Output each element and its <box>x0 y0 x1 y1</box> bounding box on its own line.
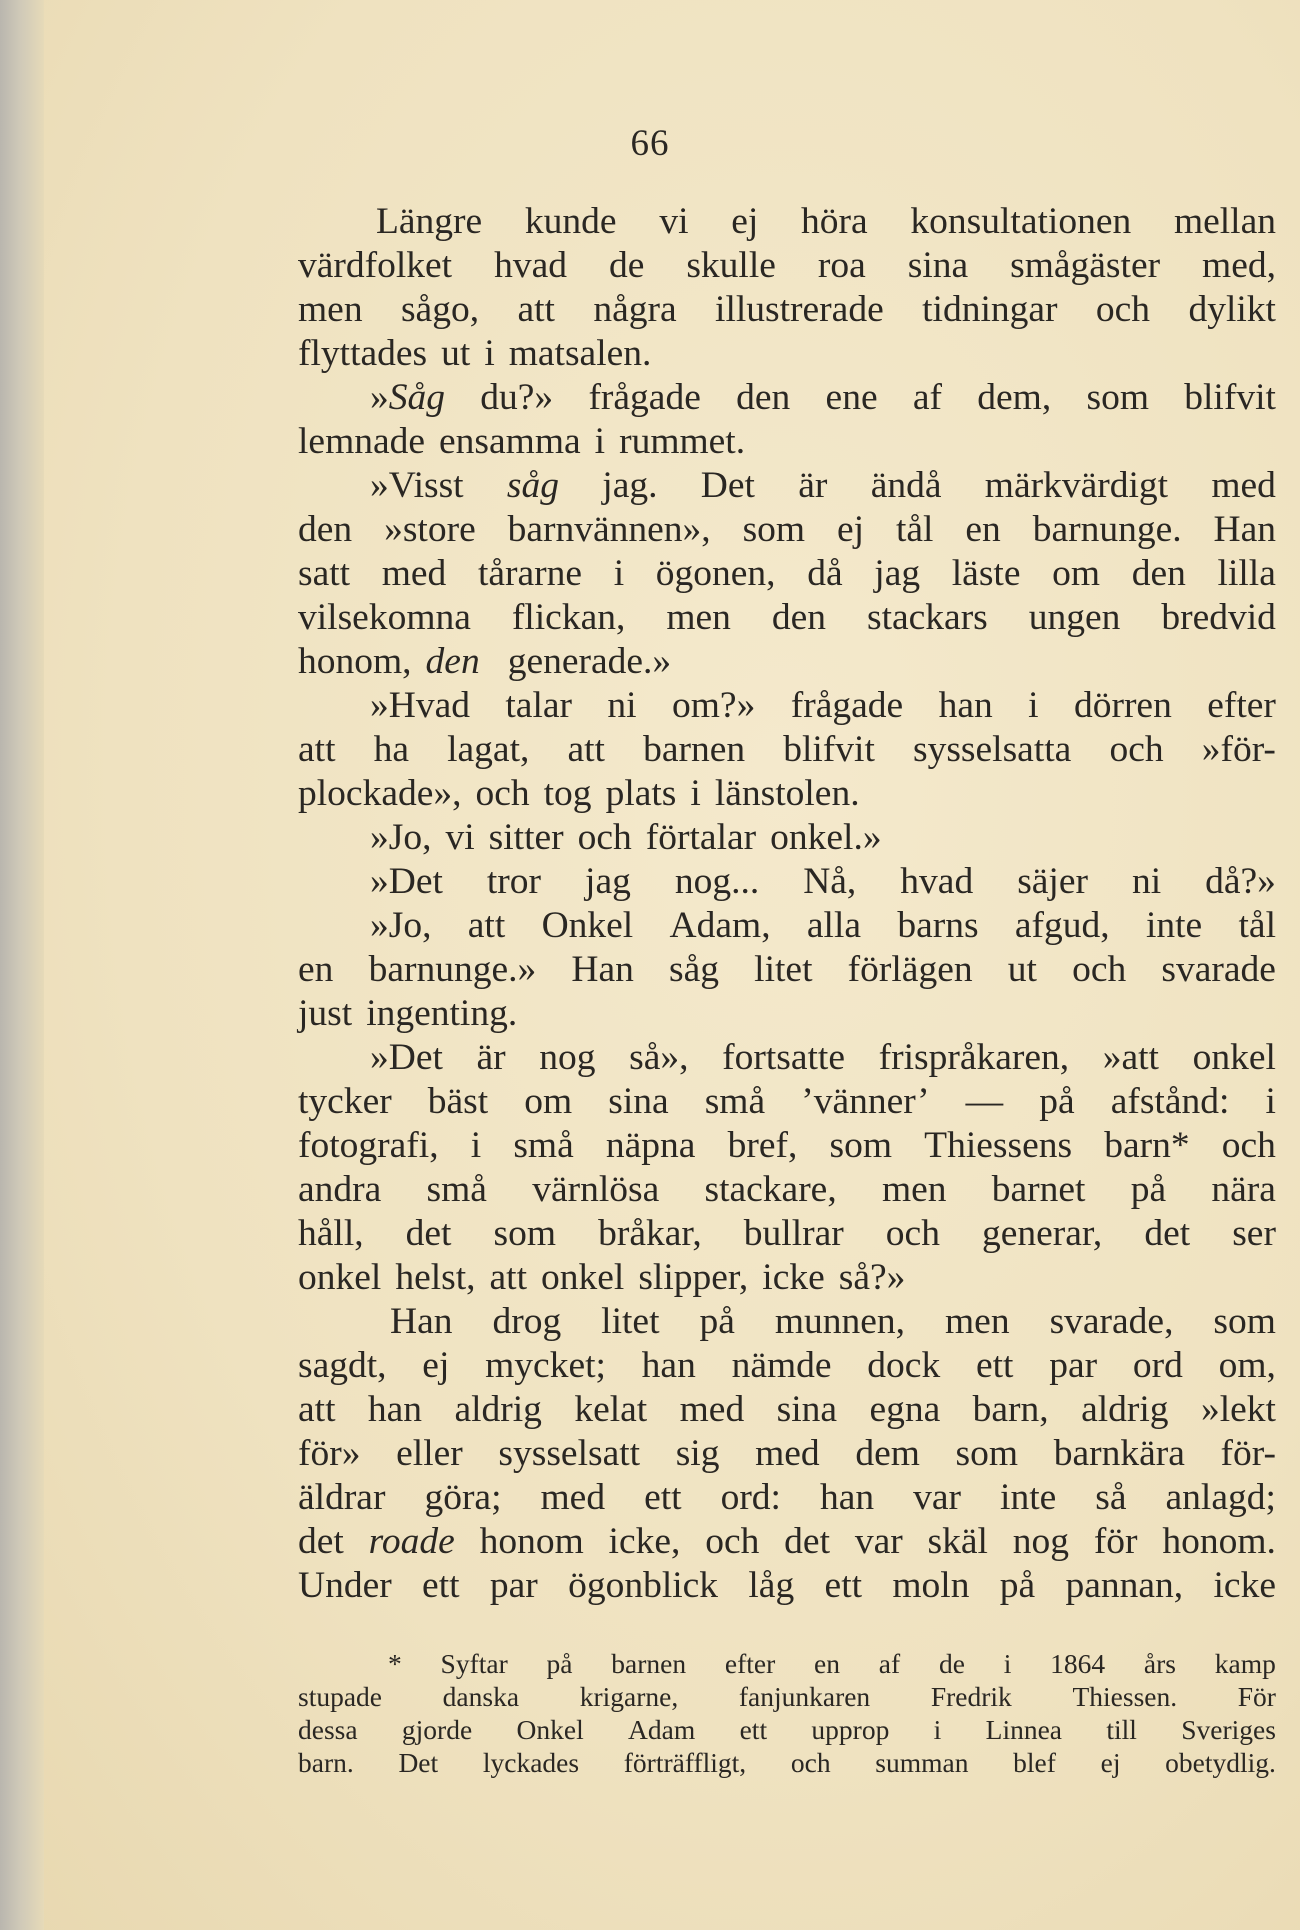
footnote <box>298 1647 1276 1779</box>
text-line: Han drog litet på munnen, men svarade, som <box>390 1301 1276 1342</box>
text-line: håll, det som bråkar, bullrar och generar, det ser <box>298 1213 1276 1254</box>
text-line: den »store barnvännen», som ej tål en barnunge. Han <box>298 509 1276 550</box>
footnote-line: barn. Det lyckades förträffligt, och summan blef ej obetydlig. <box>298 1747 1276 1778</box>
text-line: för» eller sysselsatt sig med dem som barnkära för- <box>298 1433 1276 1474</box>
page-number: 66 <box>630 123 670 164</box>
text-line: lemnade ensamma i rummet. <box>298 421 746 462</box>
text-line: »Jo, att Onkel Adam, alla barns afgud, inte tål <box>370 905 1276 946</box>
text-line: satt med tårarne i ögonen, då jag läste om den lilla <box>298 553 1276 594</box>
text-line: »Såg du?» frågade den ene af dem, som blifvit <box>370 377 1276 418</box>
text-line: flyttades ut i matsalen. <box>298 333 652 374</box>
text-line: äldrar göra; med ett ord: han var inte så anlagd; <box>298 1477 1276 1518</box>
text-line: just ingenting. <box>298 993 518 1034</box>
page-binding-edge <box>0 0 44 1930</box>
footnote-line: * Syftar på barnen efter en af de i 1864 års kamp <box>388 1648 1276 1679</box>
text-line: tycker bäst om sina små ’vänner’ — på afstånd: i <box>298 1081 1276 1122</box>
text-line: plockade», och tog plats i länstolen. <box>298 773 860 814</box>
text-line: honom, den generade.» <box>298 641 672 682</box>
text-line: Längre kunde vi ej höra konsultationen mellan <box>376 201 1276 242</box>
body-text <box>298 200 1276 1608</box>
text-line: »Jo, vi sitter och förtalar onkel.» <box>370 817 882 858</box>
footnote-line: stupade danska krigarne, fanjunkaren Fredrik Thiessen. För <box>298 1681 1276 1712</box>
text-line: Under ett par ögonblick låg ett moln på pannan, icke <box>298 1565 1276 1606</box>
text-line: att han aldrig kelat med sina egna barn, aldrig »lekt <box>298 1389 1276 1430</box>
text-line: onkel helst, att onkel slipper, icke så?» <box>298 1257 906 1298</box>
text-line: värdfolket hvad de skulle roa sina smågäster med, <box>298 245 1276 286</box>
text-line: andra små värnlösa stackare, men barnet på nära <box>298 1169 1276 1210</box>
text-line: en barnunge.» Han såg litet förlägen ut och svarade <box>298 949 1276 990</box>
text-line: det roade honom icke, och det var skäl nog för honom. <box>298 1521 1276 1562</box>
text-line: fotografi, i små näpna bref, som Thiessens barn* och <box>298 1125 1276 1166</box>
text-line: »Det är nog så», fortsatte frispråkaren, »att onkel <box>370 1037 1276 1078</box>
text-line: att ha lagat, att barnen blifvit sysselsatta och »för- <box>298 729 1276 770</box>
text-line: »Hvad talar ni om?» frågade han i dörren efter <box>370 685 1276 726</box>
footnote-line: dessa gjorde Onkel Adam ett upprop i Linnea till Sveriges <box>298 1714 1276 1745</box>
text-line: sagdt, ej mycket; han nämde dock ett par ord om, <box>298 1345 1276 1386</box>
text-line: vilsekomna flickan, men den stackars ungen bredvid <box>298 597 1276 638</box>
text-line: men sågo, att några illustrerade tidningar och dylikt <box>298 289 1276 330</box>
text-line: »Det tror jag nog... Nå, hvad säjer ni då?» <box>370 861 1276 902</box>
text-line: »Visst såg jag. Det är ändå märkvärdigt med <box>370 465 1276 506</box>
